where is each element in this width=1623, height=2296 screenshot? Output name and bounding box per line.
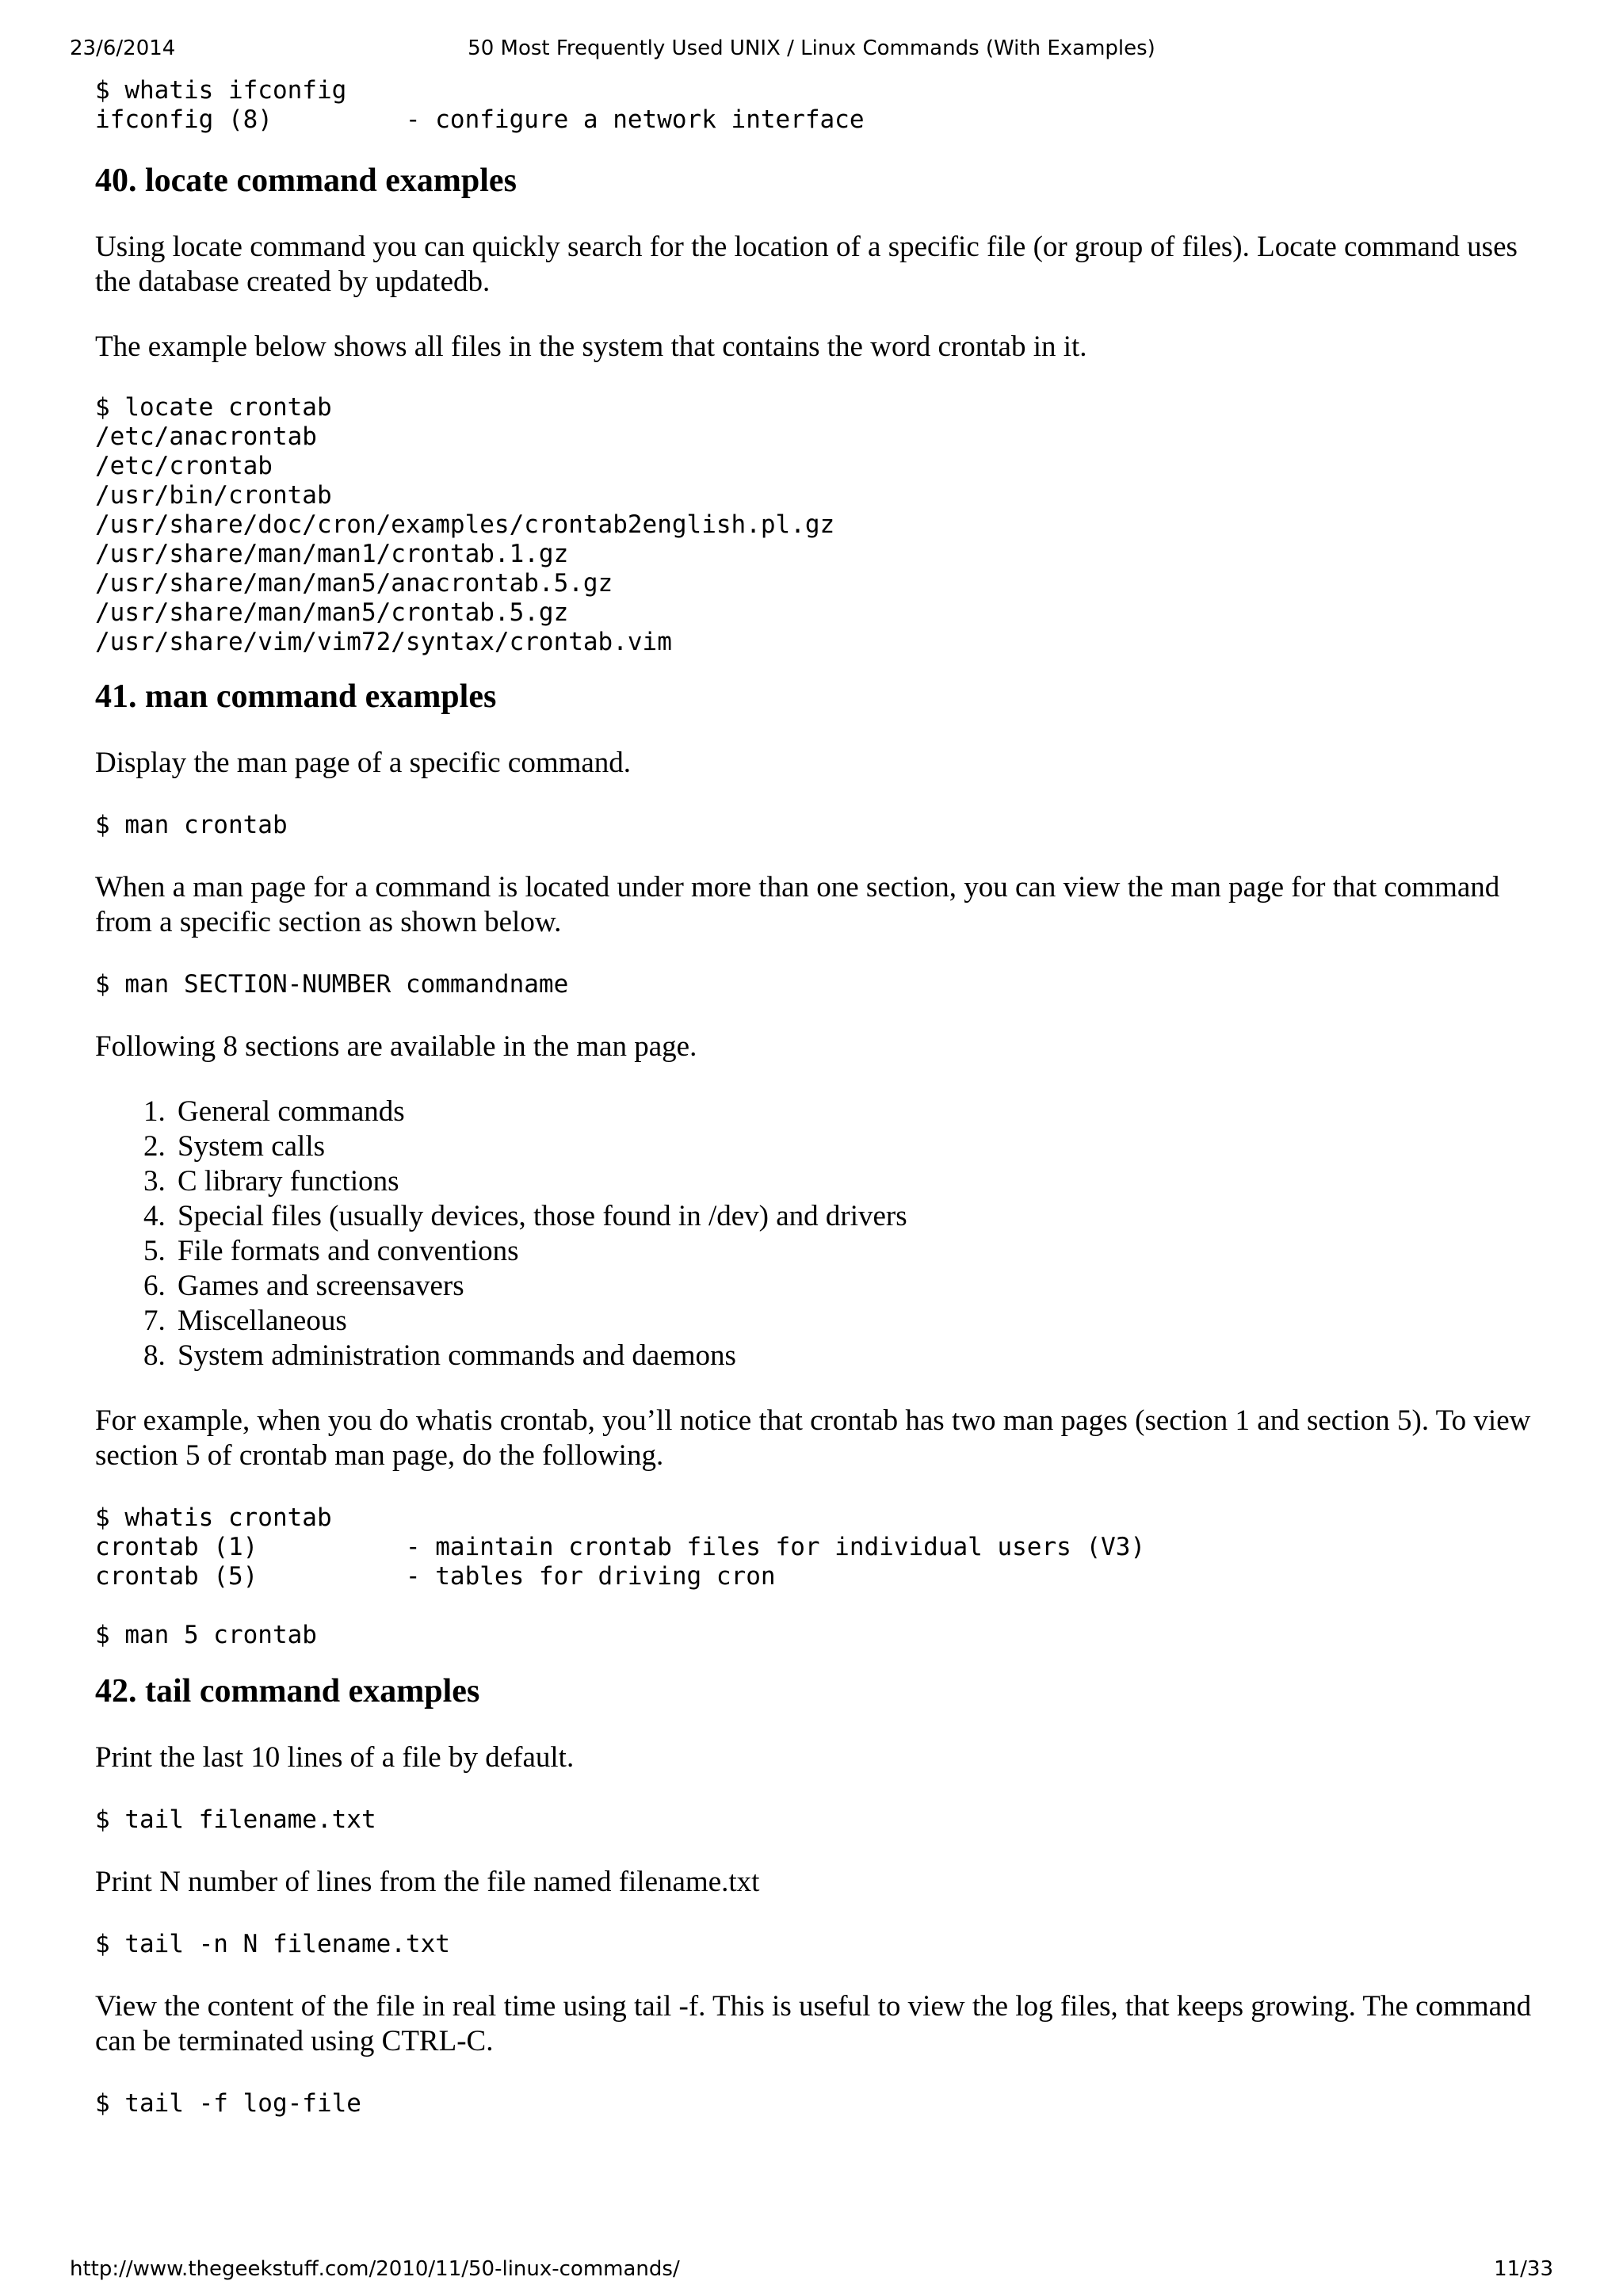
- source-url[interactable]: http://www.thegeekstuff.com/2010/11/50-linux-commands/: [70, 2257, 680, 2281]
- whatis-ifconfig-code: $ whatis ifconfig ifconfig (8) - configure a network interface: [95, 76, 865, 134]
- page-footer: [70, 2257, 1553, 2289]
- locate-code: $ locate crontab /etc/anacrontab /etc/crontab /usr/bin/crontab /usr/share/doc/cron/examples/crontab2english.pl.gz /usr/share/man/man1/crontab.1.gz /usr/share/man/man5/anacrontab.5.gz /usr/share/man/man5/crontab.5.gz /usr/share/vim/vim72/syntax/crontab.vim: [95, 393, 835, 656]
- section-41-heading: 41. man command examples: [95, 678, 497, 715]
- man-crontab-code: $ man crontab: [95, 811, 288, 839]
- man-section-code: $ man SECTION-NUMBER commandname: [95, 970, 569, 999]
- whatis-crontab-code: $ whatis crontab crontab (1) - maintain crontab files for individual users (V3) crontab (5) - tables for driving cron $ man 5 crontab: [95, 1503, 1146, 1649]
- section-42-heading: 42. tail command examples: [95, 1673, 480, 1710]
- list-item: 8. System administration commands and daemons: [173, 1339, 1553, 1373]
- page-content: [95, 76, 1553, 2118]
- section-40-para-2: The example below shows all files in the system that contains the word crontab in it.: [95, 330, 1087, 363]
- section-40-heading: 40. locate command examples: [95, 162, 517, 199]
- section-41-para-2: When a man page for a command is located under more than one section, you can view the man page for that command from a specific section as shown below.: [95, 871, 1500, 938]
- list-item: 7. Miscellaneous: [173, 1304, 1553, 1339]
- tail-f-code: $ tail -f log-file: [95, 2089, 361, 2118]
- print-date: 23/6/2014: [70, 36, 176, 60]
- page-number: 11/33: [1494, 2257, 1553, 2281]
- list-item: 2. System calls: [173, 1129, 1553, 1164]
- list-item: 5. File formats and conventions: [173, 1234, 1553, 1269]
- page-header: [70, 36, 1553, 68]
- section-42-para-2: Print N number of lines from the file named filename.txt: [95, 1866, 760, 1898]
- section-41-para-4: For example, when you do whatis crontab, you’ll notice that crontab has two man pages (section 1 and section 5). To view section 5 of crontab man page, do the following.: [95, 1404, 1531, 1472]
- man-sections-list: [95, 1095, 1553, 1373]
- tail-code: $ tail filename.txt: [95, 1805, 376, 1834]
- tail-n-code: $ tail -n N filename.txt: [95, 1930, 450, 1958]
- list-item: 4. Special files (usually devices, those found in /dev) and drivers: [173, 1199, 1553, 1234]
- section-42-para-3: View the content of the file in real time using tail -f. This is useful to view the log files, that keeps growing. The command can be terminated using CTRL-C.: [95, 1990, 1532, 2057]
- list-item: 1. General commands: [173, 1095, 1553, 1129]
- section-42-para-1: Print the last 10 lines of a file by default.: [95, 1741, 575, 1774]
- section-40-para-1: Using locate command you can quickly search for the location of a specific file (or group of files). Locate command uses the database created by updatedb.: [95, 231, 1518, 298]
- list-item: 3. C library functions: [173, 1164, 1553, 1199]
- section-41-para-1: Display the man page of a specific command.: [95, 747, 632, 779]
- section-41-para-3: Following 8 sections are available in the man page.: [95, 1030, 697, 1063]
- list-item: 6. Games and screensavers: [173, 1269, 1553, 1304]
- document-title: 50 Most Frequently Used UNIX / Linux Commands (With Examples): [468, 36, 1155, 60]
